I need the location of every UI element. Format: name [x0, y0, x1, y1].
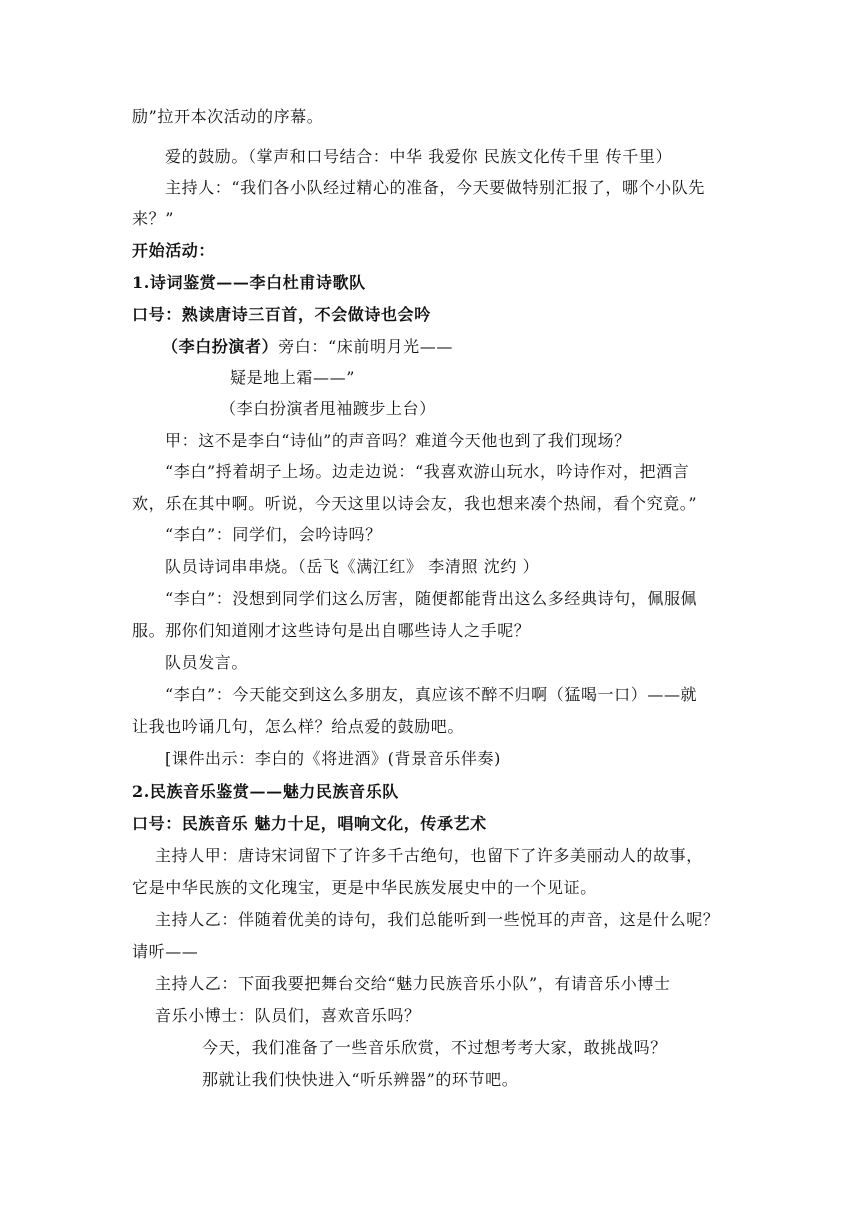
- section-title: 2.民族音乐鉴赏——魅力民族音乐队: [132, 782, 399, 801]
- section-title: 1.诗词鉴赏——李白杜甫诗歌队: [132, 273, 366, 292]
- paragraph-line: 队员发言。: [165, 653, 249, 672]
- paragraph-line: [162, 336, 453, 358]
- paragraph-line: “李白”捋着胡子上场。边走边说：“我喜欢游山玩水，吟诗作对，把酒言: [165, 462, 690, 481]
- paragraph-line: “李白”：没想到同学们这么厉害，随便都能背出这么多经典诗句，佩服佩: [165, 589, 698, 608]
- section-heading: 开始活动：: [132, 241, 216, 260]
- slogan-line: 口号：民族音乐 魅力十足，唱响文化，传承艺术: [132, 814, 487, 833]
- paragraph-line: 请听——: [132, 942, 199, 961]
- paragraph-line: 服。那你们知道刚才这些诗句是出自哪些诗人之手呢？: [132, 621, 531, 640]
- role-label: （李白扮演者）: [162, 337, 279, 356]
- paragraph-line: “李白”：同学们，会吟诗吗？: [165, 525, 382, 544]
- paragraph-line: “李白”：今天能交到这么多朋友，真应该不醉不归啊（猛喝一口）——就: [165, 685, 698, 704]
- slogan-line: 口号：熟读唐诗三百首，不会做诗也会吟: [132, 305, 431, 324]
- paragraph-line: 它是中华民族的文化瑰宝，更是中华民族发展史中的一个见证。: [132, 878, 597, 897]
- paragraph-line: 主持人甲：唐诗宋词留下了许多千古绝句，也留下了许多美丽动人的故事，: [155, 846, 703, 865]
- paragraph-line: 队员诗词串串烧。（岳飞《满江红》 李清照 沈约 ）: [165, 557, 540, 576]
- paragraph-line: 今天，我们准备了一些音乐欣赏，不过想考考大家，敢挑战吗？: [202, 1038, 667, 1057]
- line-text: 旁白：“床前明月光——: [278, 337, 453, 356]
- paragraph-line: 爱的鼓励。（掌声和口号结合：中华 我爱你 民族文化传千里 传千里）: [165, 147, 673, 166]
- paragraph-line: 主持人：“我们各小队经过精心的准备，今天要做特别汇报了，哪个小队先: [165, 178, 705, 197]
- paragraph-line: 励”拉开本次活动的序幕。: [132, 107, 324, 126]
- paragraph-line: 那就让我们快快进入“听乐辨器”的环节吧。: [202, 1070, 519, 1089]
- paragraph-line: 欢，乐在其中啊。听说，今天这里以诗会友，我也想来凑个热闹，看个究竟。”: [132, 494, 698, 513]
- paragraph-line: [课件出示：李白的《将进酒》(背景音乐伴奏): [165, 749, 501, 768]
- paragraph-line: 主持人乙：伴随着优美的诗句，我们总能听到一些悦耳的声音，这是什么呢？: [155, 910, 720, 929]
- paragraph-line: 主持人乙：下面我要把舞台交给“魅力民族音乐小队”，有请音乐小博士: [155, 974, 671, 993]
- paragraph-line: 音乐小博士：队员们，喜欢音乐吗？: [155, 1006, 421, 1025]
- poem-line: 疑是地上霜——”: [230, 368, 355, 387]
- paragraph-line: 来？”: [132, 209, 174, 228]
- stage-direction: （李白扮演者甩袖踱步上台）: [220, 399, 436, 418]
- paragraph-line: 让我也吟诵几句，怎么样？给点爱的鼓励吧。: [132, 717, 465, 736]
- paragraph-line: 甲：这不是李白“诗仙”的声音吗？难道今天他也到了我们现场？: [165, 431, 631, 450]
